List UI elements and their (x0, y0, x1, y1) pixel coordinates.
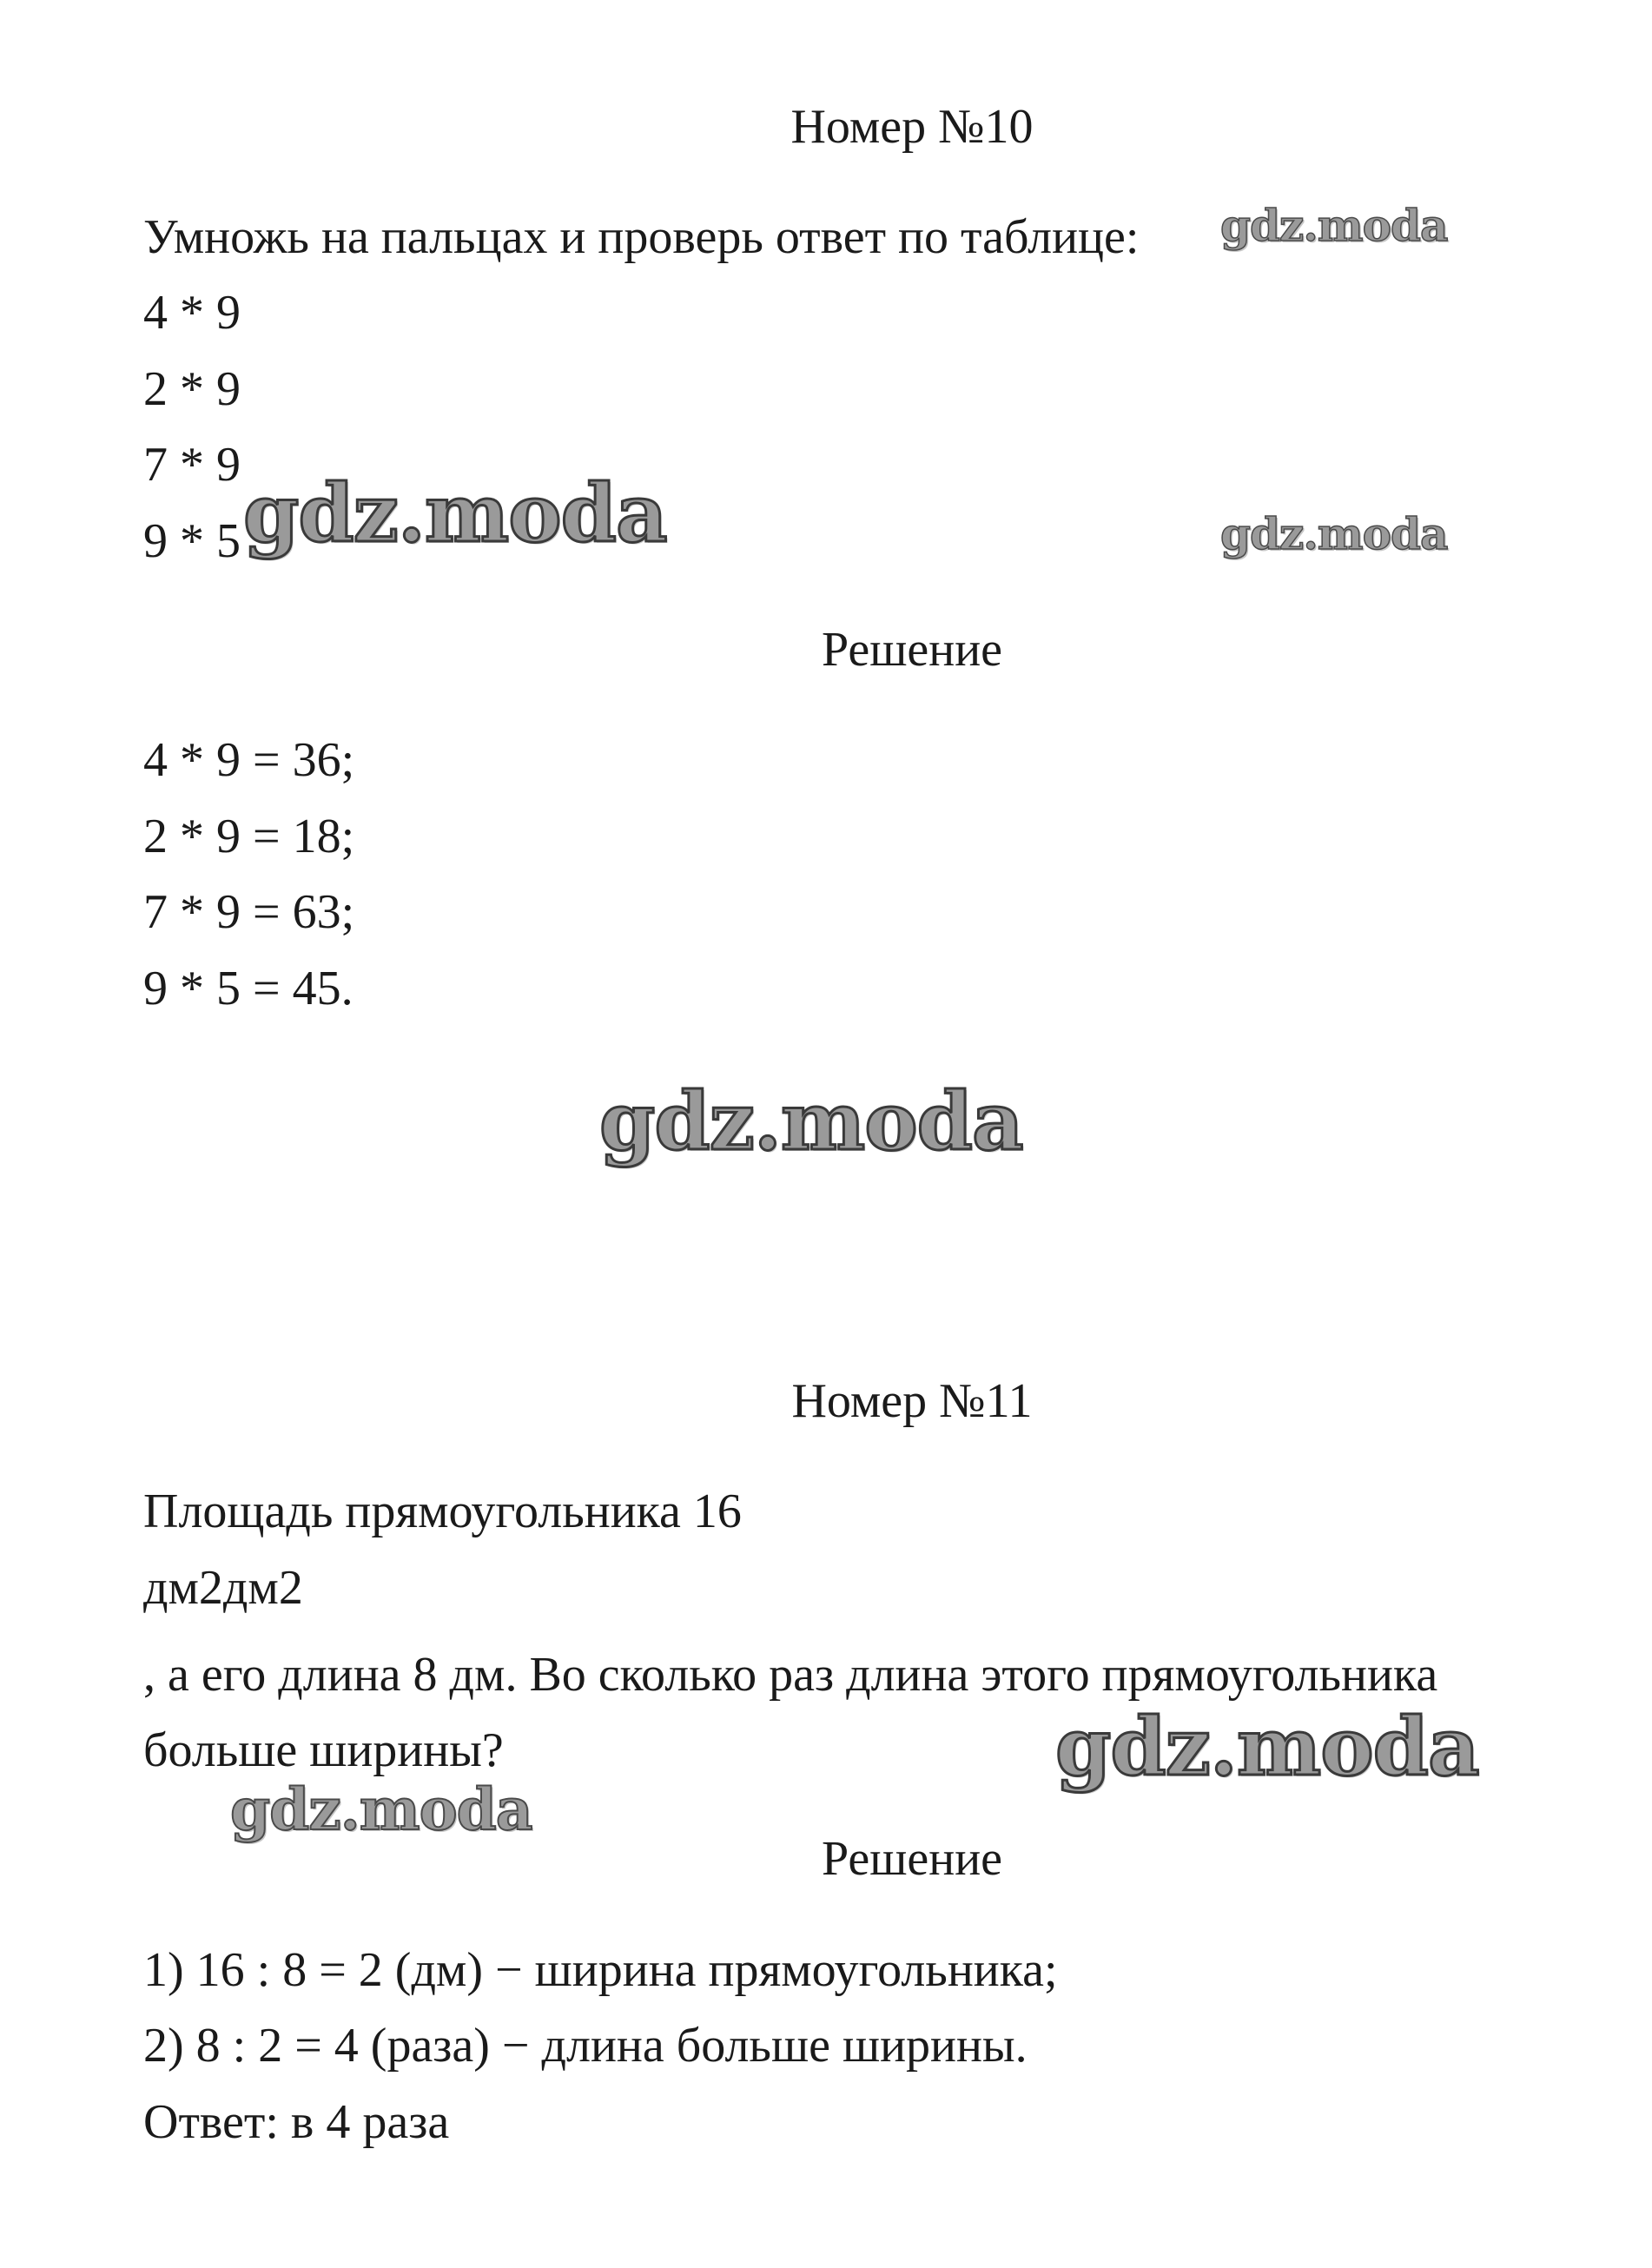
problem-10-item: 7 * 9 (143, 438, 241, 492)
problem-10-task: Умножь на пальцах и проверь ответ по таблице: (143, 210, 1140, 264)
problem-11-solution-line: 2) 8 : 2 = 4 (раза) − длина больше ширины. (143, 2019, 1028, 2073)
problem-11-answer: Ответ: в 4 раза (143, 2095, 450, 2149)
problem-10-title: Номер №10 (790, 100, 1034, 154)
problem-11-title: Номер №11 (791, 1374, 1033, 1428)
problem-11-solution-line: 1) 16 : 8 = 2 (дм) − ширина прямоугольника; (143, 1943, 1058, 1997)
watermark: gdz.moda (1220, 200, 1448, 251)
problem-11-task-line: Площадь прямоугольника 16 (143, 1484, 742, 1538)
problem-10-solution-line: 2 * 9 = 18; (143, 810, 355, 863)
watermark: gdz.moda (1220, 508, 1448, 559)
problem-10-item: 2 * 9 (143, 362, 241, 416)
problem-11-task-line: больше ширины? (143, 1723, 504, 1777)
problem-10-solution-line: 4 * 9 = 36; (143, 733, 355, 787)
watermark: gdz.moda (230, 1775, 532, 1843)
problem-10-solution-line: 9 * 5 = 45. (143, 962, 354, 1015)
watermark: gdz.moda (243, 466, 667, 560)
problem-11-task-line: , а его длина 8 дм. Во сколько раз длина этого прямоугольника (143, 1648, 1438, 1702)
watermark: gdz.moda (599, 1074, 1023, 1168)
problem-10-item: 9 * 5 (143, 514, 241, 568)
problem-10-item: 4 * 9 (143, 286, 241, 340)
problem-11-task-line: дм2дм2 (143, 1561, 303, 1615)
problem-10-solution-title: Решение (821, 623, 1003, 677)
watermark: gdz.moda (1055, 1700, 1479, 1794)
problem-10-solution-line: 7 * 9 = 63; (143, 885, 355, 939)
problem-11-solution-title: Решение (821, 1832, 1003, 1886)
